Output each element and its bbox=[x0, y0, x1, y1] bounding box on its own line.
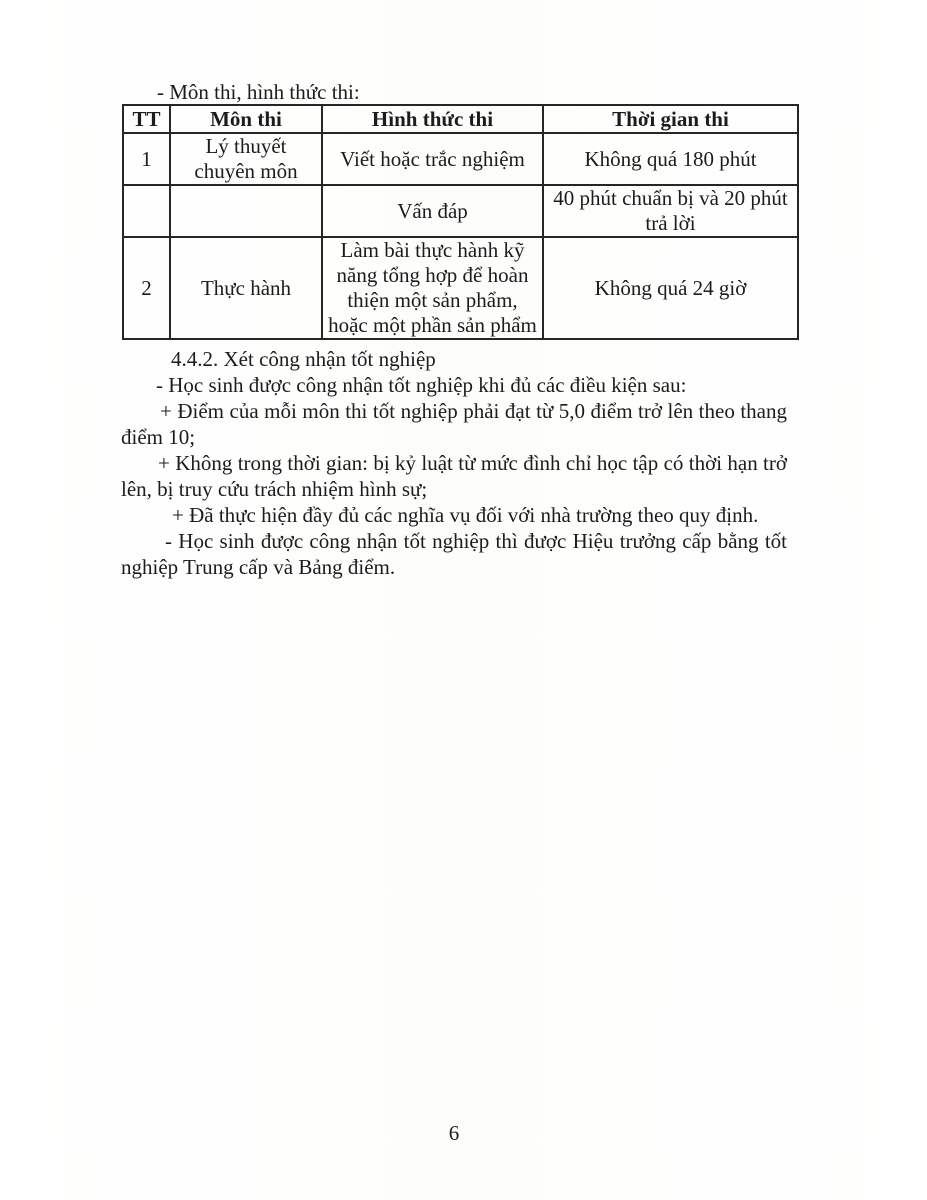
paragraph-condition-obligations: + Đã thực hiện đầy đủ các nghĩa vụ đối với nhà trường theo quy định. bbox=[172, 503, 759, 527]
col-header-thoi-gian-thi: Thời gian thi bbox=[543, 105, 798, 133]
col-header-hinh-thuc-thi: Hình thức thi bbox=[322, 105, 543, 133]
cell-hinh-thuc-thi: Vấn đáp bbox=[322, 185, 543, 237]
cell-mon-thi: Lý thuyết chuyên môn bbox=[170, 133, 322, 185]
cell-mon-thi bbox=[170, 185, 322, 237]
paragraph-conditions-intro: - Học sinh được công nhận tốt nghiệp khi đủ các điều kiện sau: bbox=[156, 373, 687, 397]
paragraph-condition-score: + Điểm của mỗi môn thi tốt nghiệp phải đạt từ 5,0 điểm trở lên theo thang điểm 10; bbox=[121, 399, 787, 449]
cell-thoi-gian-thi: 40 phút chuẩn bị và 20 phút trả lời bbox=[543, 185, 798, 237]
paragraph-condition-discipline: + Không trong thời gian: bị kỷ luật từ mức đình chỉ học tập có thời hạn trở lên, bị truy cứu trách nhiệm hình sự; bbox=[121, 451, 787, 501]
page-number: 6 bbox=[448, 1121, 460, 1145]
table-row bbox=[123, 237, 798, 339]
cell-hinh-thuc-thi: Làm bài thực hành kỹ năng tổng hợp để hoàn thiện một sản phẩm, hoặc một phần sản phẩm bbox=[322, 237, 543, 339]
body-paragraphs bbox=[121, 346, 787, 580]
table-row bbox=[123, 133, 798, 185]
cell-thoi-gian-thi: Không quá 180 phút bbox=[543, 133, 798, 185]
intro-line: - Môn thi, hình thức thi: bbox=[157, 80, 360, 104]
table-row bbox=[123, 185, 798, 237]
table-header-row bbox=[123, 105, 798, 133]
cell-thoi-gian-thi: Không quá 24 giờ bbox=[543, 237, 798, 339]
section-heading-442: 4.4.2. Xét công nhận tốt nghiệp bbox=[171, 347, 436, 371]
cell-tt: 1 bbox=[123, 133, 170, 185]
col-header-mon-thi: Môn thi bbox=[170, 105, 322, 133]
paragraph-diploma-grant: - Học sinh được công nhận tốt nghiệp thì được Hiệu trưởng cấp bằng tốt nghiệp Trung cấp và Bảng điểm. bbox=[121, 529, 787, 579]
col-header-tt: TT bbox=[123, 105, 170, 133]
cell-mon-thi: Thực hành bbox=[170, 237, 322, 339]
cell-hinh-thuc-thi: Viết hoặc trắc nghiệm bbox=[322, 133, 543, 185]
exam-table bbox=[122, 104, 799, 340]
cell-tt bbox=[123, 185, 170, 237]
page-content bbox=[121, 80, 787, 580]
cell-tt: 2 bbox=[123, 237, 170, 339]
